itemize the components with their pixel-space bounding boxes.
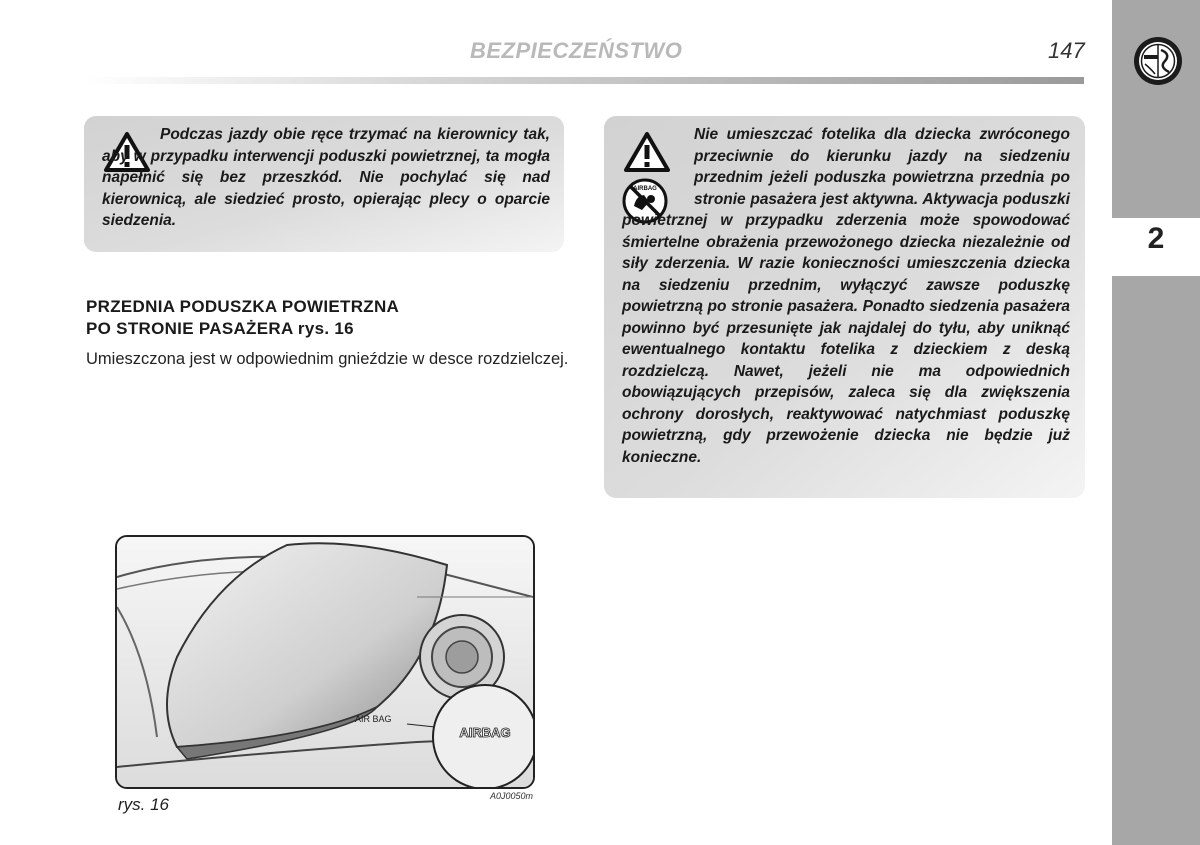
warning-box-left bbox=[84, 116, 564, 252]
section-heading-line2: PO STRONIE PASAŻERA rys. 16 bbox=[86, 319, 354, 338]
dashboard-illustration bbox=[117, 537, 533, 787]
figure-code: A0J0050m bbox=[490, 791, 534, 801]
chapter-side-tab bbox=[1112, 0, 1200, 845]
section-heading-line1: PRZEDNIA PODUSZKA POWIETRZNA bbox=[86, 297, 400, 316]
chapter-number: 2 bbox=[1147, 222, 1165, 255]
airbag-label-small: AIR BAG bbox=[355, 714, 392, 724]
warning-text-right-content: Nie umieszczać fotelika dla dziecka zwróconego przeciwnie do kierunku jazdy na siedzeniu przednim jeżeli poduszka powietrzna przednia po stronie pasażera jest aktywna. Aktywacja poduszki powietrznej w przypadku zderzenia może spowodować śmiertelne obrażenia przewożonego dziecka niezależnie od siły zderzenia. W razie konieczności umieszczenia dziecka na siedzeniu przednim, wyłączyć zawsze poduszkę powietrzną po stronie pasażera. Ponadto siedzenia pasażera powinno być przesunięte jak najdalej do tyłu, aby uniknąć ewentualnego kontaktu fotelika z dzieckiem z deską rozdzielczą. Nawet, jeżeli nie ma odpowiednich obowiązujących przepisów, zaleca się dla zwiększenia ochrony dorosłych, reaktywować natychmiast poduszkę powietrzną, gdy przewożenie dziecka nie będzie już konieczne. bbox=[622, 126, 1070, 466]
figure-caption: rys. 16 bbox=[118, 795, 170, 814]
figure-airbag-dashboard bbox=[115, 535, 535, 789]
warning-text-left: Podczas jazdy obie ręce trzymać na kierownicy tak, aby w przypadku interwencji poduszki powietrznej, ta mogła napełnić się bez przeszkód. Nie pochylać się nad kierownicą, ale siedzieć prosto, opierając plecy o oparcie siedzenia. bbox=[102, 126, 550, 229]
warning-text-right bbox=[622, 124, 1070, 468]
airbag-label-zoom: AIRBAG bbox=[459, 725, 511, 740]
icon-spacer bbox=[622, 124, 694, 210]
airbag-icon-label: AIRBAG bbox=[633, 186, 657, 192]
page-number: 147 bbox=[1048, 38, 1085, 63]
alfa-romeo-logo-icon bbox=[1133, 36, 1183, 86]
header-rule bbox=[84, 77, 1084, 84]
page-header-title: BEZPIECZEŃSTWO bbox=[470, 38, 683, 63]
section-heading bbox=[86, 296, 399, 340]
warning-box-right bbox=[604, 116, 1085, 498]
section-body: Umieszczona jest w odpowiednim gnieździe w desce rozdzielczej. bbox=[86, 350, 569, 368]
